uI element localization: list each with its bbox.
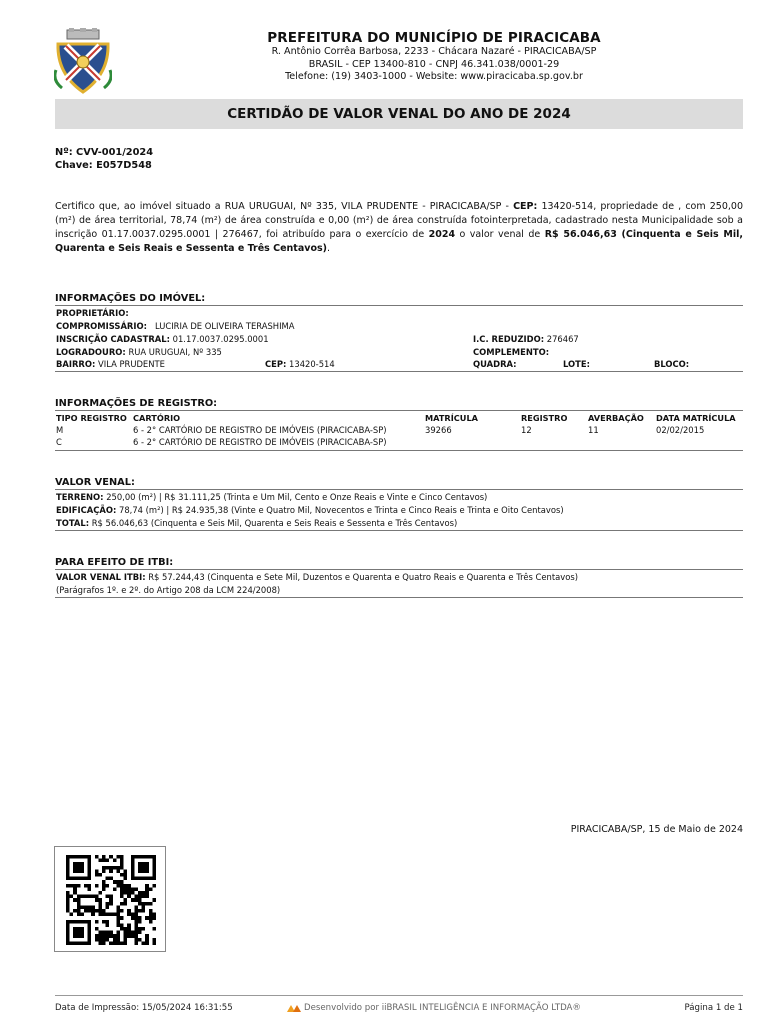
document-title: CERTIDÃO DE VALOR VENAL DO ANO DE 2024 bbox=[55, 99, 743, 129]
divider bbox=[55, 489, 743, 490]
institution-title: PREFEITURA DO MUNICÍPIO DE PIRACICABA bbox=[267, 30, 601, 46]
cert-text-1: Certifico que, ao imóvel situado a RUA URUGUAI, Nº 335, VILA PRUDENTE - PIRACICABA/SP - bbox=[55, 201, 514, 212]
logradouro-value: RUA URUGUAI, Nº 335 bbox=[128, 347, 222, 357]
ic-label: I.C. REDUZIDO: bbox=[473, 334, 545, 344]
bairro-value: VILA PRUDENTE bbox=[98, 359, 165, 369]
itbi-row bbox=[56, 571, 578, 584]
table-cell: 39266 bbox=[425, 425, 452, 435]
col-registro: REGISTRO bbox=[521, 413, 568, 423]
table-cell: C bbox=[56, 437, 62, 447]
inscricao-row bbox=[56, 333, 269, 346]
certificate-number: Nº: CVV-001/2024 bbox=[55, 147, 154, 158]
logradouro-row bbox=[56, 346, 222, 359]
col-cartorio: CARTÓRIO bbox=[133, 413, 181, 423]
developer-credit bbox=[287, 1003, 581, 1013]
table-cell: 6 - 2° CARTÓRIO DE REGISTRO DE IMÓVEIS (PIRACICABA-SP) bbox=[133, 437, 387, 447]
table-cell: 11 bbox=[588, 425, 599, 435]
developer-logo-icon bbox=[287, 1004, 301, 1013]
itbi-label: VALOR VENAL ITBI: bbox=[56, 572, 146, 582]
page-number: Página 1 de 1 bbox=[684, 1003, 743, 1013]
developer-name: Desenvolvido por iiBRASIL INTELIGÊNCIA E INFORMAÇÃO LTDA® bbox=[304, 1003, 582, 1013]
institution-contact: Telefone: (19) 3403-1000 - Website: www.piracicaba.sp.gov.br bbox=[285, 71, 583, 82]
table-cell: M bbox=[56, 425, 64, 435]
col-matricula: MATRÍCULA bbox=[425, 413, 478, 423]
complemento-row bbox=[473, 346, 549, 359]
logradouro-label: LOGRADOURO: bbox=[56, 347, 126, 357]
cert-value: R$ 56.046,63 (Cinquenta e Seis Mil, Quarenta e Seis Reais e Sessenta e Três Centavos) bbox=[55, 229, 743, 254]
itbi-value: R$ 57.244,43 (Cinquenta e Sete Mil, Duzentos e Quarenta e Quatro Reais e Quarenta e Três Centavos) bbox=[145, 572, 578, 582]
edificacao-label: EDIFICAÇÃO: bbox=[56, 505, 117, 515]
table-cell: 12 bbox=[521, 425, 532, 435]
lote-label: LOTE: bbox=[563, 359, 590, 369]
itbi-note: (Parágrafos 1º. e 2º. do Artigo 208 da LCM 224/2008) bbox=[56, 585, 281, 595]
bairro-row bbox=[56, 358, 165, 371]
footer-divider bbox=[55, 995, 743, 996]
cert-text-2: 13420-514, propriedade de , com 250,00 (m²) de área territorial, 78,74 (m²) de área construída e 0,00 (m²) de área construída fotointerpretada, cadastrado nesta Municipalidade sob a inscrição 01.17.0037.0295.0001 | 276467, foi atribuído para o exercício de bbox=[55, 201, 743, 240]
edificacao-row bbox=[56, 504, 564, 517]
cep-label: CEP: bbox=[265, 359, 287, 369]
inscricao-value: 01.17.0037.0295.0001 bbox=[172, 334, 269, 344]
owner-row bbox=[56, 307, 129, 320]
cert-year: 2024 bbox=[428, 229, 456, 240]
place-and-date: PIRACICABA/SP, 15 de Maio de 2024 bbox=[570, 824, 743, 835]
institution-cnpj: BRASIL - CEP 13400-810 - CNPJ 46.341.038/0001-29 bbox=[308, 58, 560, 70]
total-value: R$ 56.046,63 (Cinquenta e Seis Mil, Quarenta e Seis Reais e Sessenta e Três Centavos) bbox=[89, 518, 458, 528]
terreno-value: 250,00 (m²) | R$ 31.111,25 (Trinta e Um Mil, Cento e Onze Reais e Vinte e Cinco Centavos) bbox=[103, 492, 488, 502]
table-cell: 02/02/2015 bbox=[656, 425, 705, 435]
certification-paragraph bbox=[55, 200, 743, 256]
edificacao-value: 78,74 (m²) | R$ 24.935,38 (Vinte e Quatro Mil, Novecentos e Trinta e Cinco Reais e Trinta e Oito Centavos) bbox=[116, 505, 564, 515]
col-averbacao: AVERBAÇÃO bbox=[588, 413, 644, 423]
cert-text-4: . bbox=[326, 243, 331, 254]
cert-cep-label: CEP: bbox=[513, 201, 538, 212]
registry-heading: INFORMAÇÕES DE REGISTRO: bbox=[55, 398, 218, 409]
divider bbox=[55, 597, 743, 598]
qr-code-pattern bbox=[64, 855, 158, 945]
property-info-heading: INFORMAÇÕES DO IMÓVEL: bbox=[55, 293, 206, 304]
itbi-heading: PARA EFEITO DE ITBI: bbox=[55, 557, 174, 568]
divider bbox=[55, 450, 743, 451]
col-tipo-registro: TIPO REGISTRO bbox=[56, 413, 127, 423]
print-date: Data de Impressão: 15/05/2024 16:31:55 bbox=[55, 1003, 233, 1013]
total-label: TOTAL: bbox=[56, 518, 90, 528]
compromissario-value: LUCIRIA DE OLIVEIRA TERASHIMA bbox=[154, 321, 295, 331]
qr-code bbox=[54, 846, 166, 952]
ic-value: 276467 bbox=[546, 334, 579, 344]
table-cell: 6 - 2° CARTÓRIO DE REGISTRO DE IMÓVEIS (PIRACICABA-SP) bbox=[133, 425, 387, 435]
compromissario-label: COMPROMISSÁRIO: bbox=[56, 321, 147, 331]
bloco-label: BLOCO: bbox=[654, 359, 690, 369]
cert-text-3: o valor venal de bbox=[455, 229, 545, 240]
bairro-label: BAIRRO: bbox=[56, 359, 96, 369]
terreno-label: TERRENO: bbox=[56, 492, 104, 502]
compromissario-row bbox=[56, 320, 295, 333]
venal-value-heading: VALOR VENAL: bbox=[55, 477, 135, 488]
divider bbox=[55, 305, 743, 306]
inscricao-label: INSCRIÇÃO CADASTRAL: bbox=[56, 334, 170, 344]
divider bbox=[55, 371, 743, 372]
cep-value: 13420-514 bbox=[289, 359, 335, 369]
quadra-label: QUADRA: bbox=[473, 359, 517, 369]
cep-row bbox=[265, 358, 335, 371]
certificate-key: Chave: E057D548 bbox=[55, 160, 152, 171]
divider bbox=[55, 410, 743, 411]
divider bbox=[55, 530, 743, 531]
col-data-matricula: DATA MATRÍCULA bbox=[656, 413, 736, 423]
ic-reduzido-row bbox=[473, 333, 579, 346]
terreno-row bbox=[56, 491, 487, 504]
institution-address: R. Antônio Corrêa Barbosa, 2233 - Chácara Nazaré - PIRACICABA/SP bbox=[271, 46, 597, 57]
owner-label: PROPRIETÁRIO: bbox=[56, 308, 129, 318]
institution-header bbox=[100, 30, 768, 84]
document-identification bbox=[55, 146, 153, 172]
complemento-label: COMPLEMENTO: bbox=[473, 347, 550, 357]
total-row bbox=[56, 517, 457, 530]
divider bbox=[55, 569, 743, 570]
